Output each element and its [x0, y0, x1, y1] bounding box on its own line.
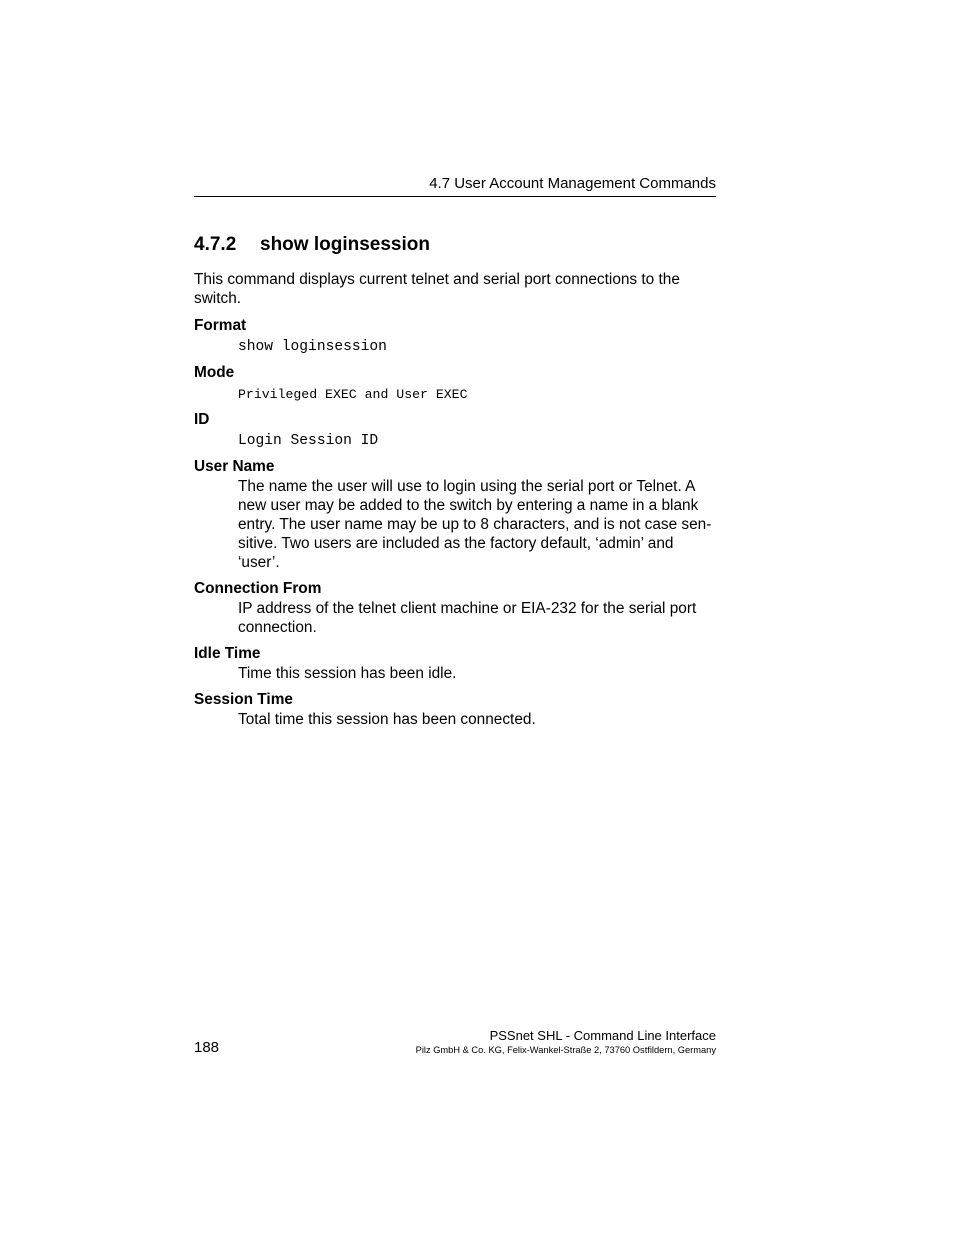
user-name-description: The name the user will use to login using the serial port or Telnet. A new user may be added to the switch by entering a name in a blank entry. The user name may be up to 8 characters, and is not case sen-sitive. Two users are included as the factory default, ‘admin’ and ‘user’.	[238, 478, 712, 571]
page-number: 188	[194, 1039, 220, 1056]
section-title	[194, 233, 430, 257]
footer-doc-title: PSSnet SHL - Command Line Interface	[489, 1028, 716, 1043]
header-rule	[194, 196, 716, 197]
connection-from-description: IP address of the telnet client machine or EIA-232 for the serial port connection.	[238, 600, 697, 636]
section-title-text: show loginsession	[260, 234, 430, 255]
intro-paragraph: This command displays current telnet and serial port connections to the switch.	[194, 271, 680, 307]
session-time-description: Total time this session has been connected.	[238, 711, 536, 728]
footer-info	[416, 1028, 716, 1056]
id-value: Login Session ID	[238, 433, 379, 449]
footer-address: Pilz GmbH & Co. KG, Felix-Wankel-Straße 2, 73760 Ostfildern, Germany	[415, 1045, 716, 1055]
format-value: show loginsession	[238, 339, 387, 355]
page-content	[194, 270, 716, 736]
connection-from-term: Connection From	[194, 580, 322, 597]
format-term: Format	[194, 317, 247, 334]
user-name-term: User Name	[194, 458, 275, 475]
session-time-term: Session Time	[194, 691, 293, 708]
section-number: 4.7.2	[194, 234, 237, 255]
idle-time-description: Time this session has been idle.	[238, 665, 457, 682]
mode-value: Privileged EXEC and User EXEC	[238, 387, 468, 402]
idle-time-term: Idle Time	[194, 645, 261, 662]
id-term: ID	[194, 411, 210, 428]
mode-term: Mode	[194, 364, 235, 381]
running-header: 4.7 User Account Management Commands	[429, 175, 716, 192]
